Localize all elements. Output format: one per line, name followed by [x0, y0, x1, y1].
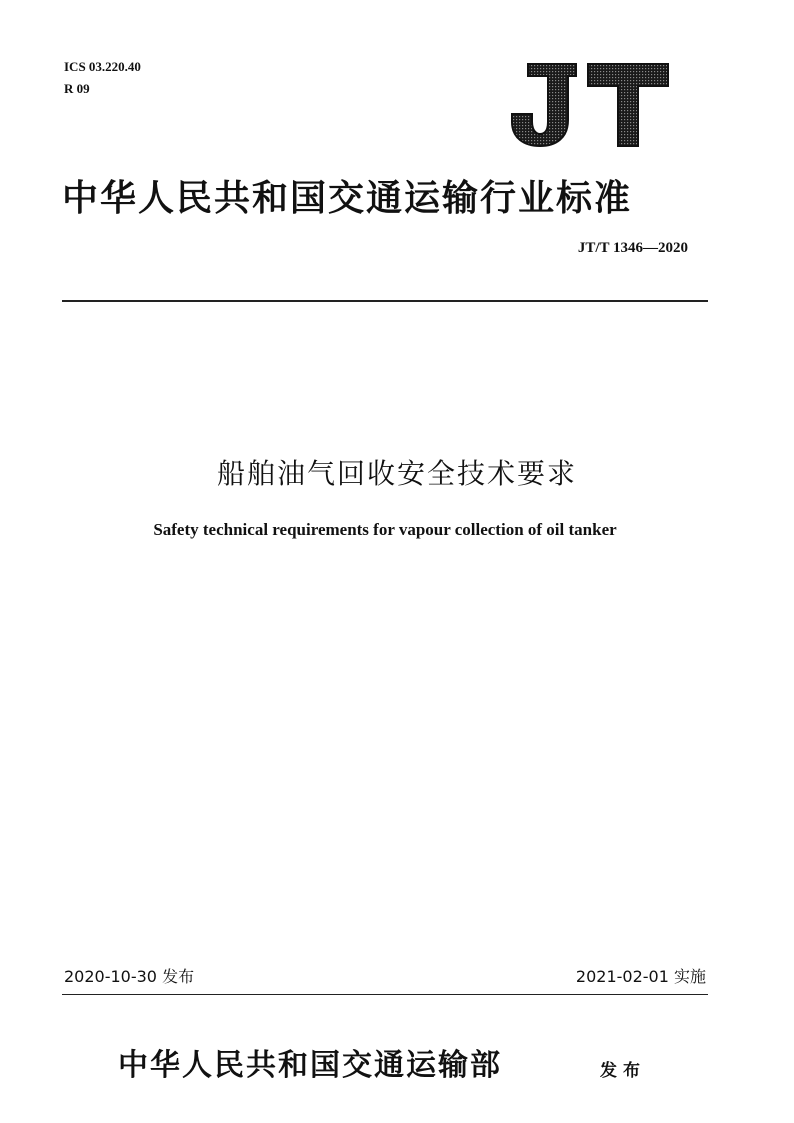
publisher-name: 中华人民共和国交通运输部	[118, 1048, 502, 1083]
issue-date: 2020-10-30 发布	[64, 967, 195, 986]
organization-title: 中华人民共和国交通运输行业标准	[62, 178, 633, 219]
classification-code: R 09	[64, 81, 90, 96]
implementation-date: 2021-02-01 实施	[575, 967, 706, 986]
jt-logo	[510, 62, 670, 148]
header-divider	[62, 300, 708, 302]
footer-divider	[62, 994, 708, 995]
document-title-chinese: 船舶油气回收安全技术要求	[216, 457, 577, 490]
ics-code: ICS 03.220.40	[64, 59, 141, 74]
publish-label: 发布	[600, 1061, 646, 1081]
document-title-english: Safety technical requirements for vapour collection of oil tanker	[153, 520, 617, 539]
standard-number: JT/T 1346—2020	[577, 240, 688, 256]
classification-block	[64, 56, 141, 100]
